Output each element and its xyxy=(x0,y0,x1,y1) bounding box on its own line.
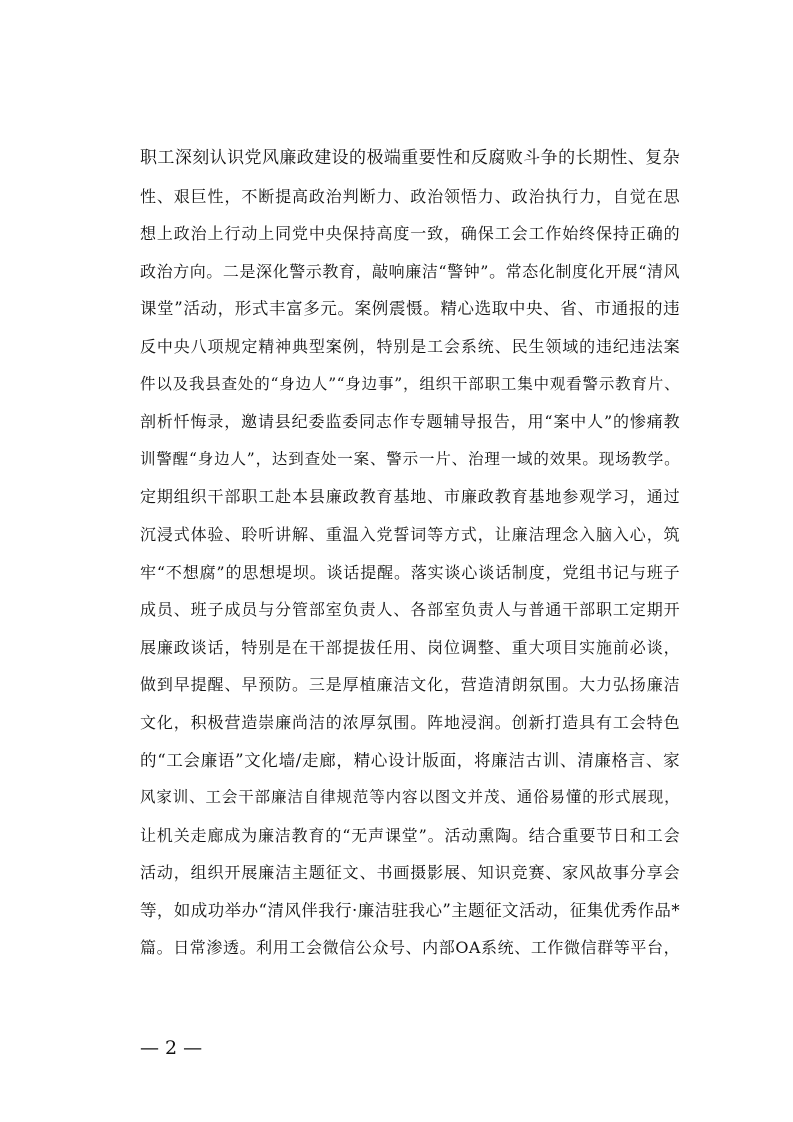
text-line: 性、艰巨性，不断提高政治判断力、政治领悟力、政治执行力，自觉在思 xyxy=(140,186,680,206)
text-line: 定期组织干部职工赴本县廉政教育基地、市廉政教育基地参观学习，通过 xyxy=(140,487,680,507)
text-line: 的“工会廉语”文化墙/走廊，精心设计版面，将廉洁古训、清廉格言、家 xyxy=(140,750,680,770)
text-line: 课堂”活动，形式丰富多元。案例震慑。精心选取中央、省、市通报的违 xyxy=(140,299,680,319)
text-line: 反中央八项规定精神典型案例，特别是工会系统、民生领域的违纪违法案 xyxy=(140,336,680,356)
text-line: 成员、班子成员与分管部室负责人、各部室负责人与普通干部职工定期开 xyxy=(140,600,680,620)
text-line: 政治方向。二是深化警示教育，敲响廉洁“警钟”。常态化制度化开展“清风 xyxy=(140,261,680,281)
page-number: — 2 — xyxy=(140,1037,203,1059)
text-line: 做到早提醒、早预防。三是厚植廉洁文化，营造清朗氛围。大力弘扬廉洁 xyxy=(140,675,680,695)
text-line: 训警醒“身边人”，达到查处一案、警示一片、治理一域的效果。现场教学。 xyxy=(140,449,680,468)
text-line: 风家训、工会干部廉洁自律规范等内容以图文并茂、通俗易懂的形式展现， xyxy=(140,788,680,807)
text-line: 沉浸式体验、聆听讲解、重温入党誓词等方式，让廉洁理念入脑入心，筑 xyxy=(140,524,680,544)
text-line: 职工深刻认识党风廉政建设的极端重要性和反腐败斗争的长期性、复杂 xyxy=(140,148,680,168)
text-line: 件以及我县查处的“身边人”“身边事”，组织干部职工集中观看警示教育片、 xyxy=(140,374,680,393)
body-text xyxy=(140,140,680,967)
text-line: 活动，组织开展廉洁主题征文、书画摄影展、知识竞赛、家风故事分享会 xyxy=(140,863,680,883)
text-line: 让机关走廊成为廉洁教育的“无声课堂”。活动熏陶。结合重要节日和工会 xyxy=(140,825,680,845)
text-line: 篇。日常渗透。利用工会微信公众号、内部OA系统、工作微信群等平台， xyxy=(140,938,680,958)
text-line: 想上政治上行动上同党中央保持高度一致，确保工会工作始终保持正确的 xyxy=(140,224,680,244)
text-line: 牢“不想腐”的思想堤坝。谈话提醒。落实谈心谈话制度，党组书记与班子 xyxy=(140,562,680,582)
text-line: 文化，积极营造崇廉尚洁的浓厚氛围。阵地浸润。创新打造具有工会特色 xyxy=(140,712,680,732)
text-line: 展廉政谈话，特别是在干部提拔任用、岗位调整、重大项目实施前必谈， xyxy=(140,637,680,657)
text-line: 剖析忏悔录，邀请县纪委监委同志作专题辅导报告，用“案中人”的惨痛教 xyxy=(140,412,680,432)
text-line: 等，如成功举办“清风伴我行·廉洁驻我心”主题征文活动，征集优秀作品* xyxy=(140,900,680,920)
